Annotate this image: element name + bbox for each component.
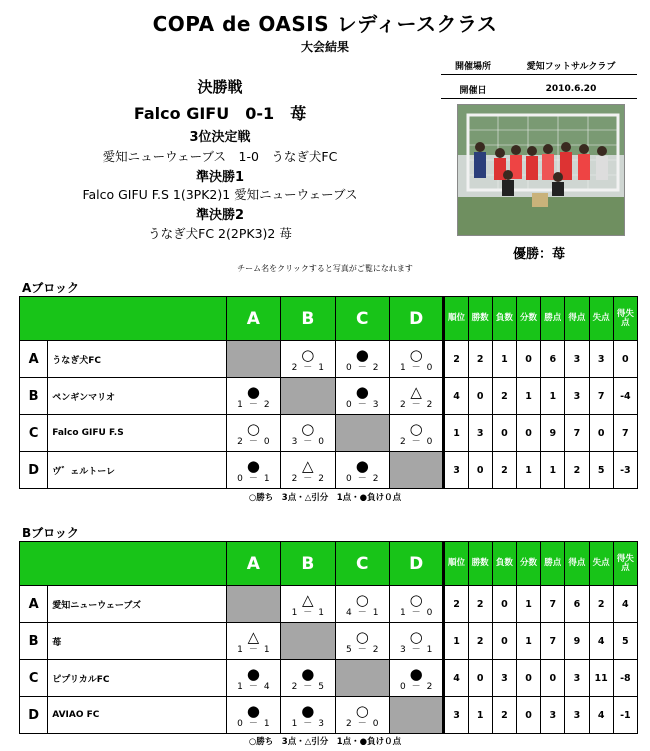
result-symbol: ○ <box>409 628 423 646</box>
result-symbol: ● <box>355 457 369 475</box>
stat-value: 4 <box>444 660 468 697</box>
venue-value: 愛知フットサルクラブ <box>526 61 616 72</box>
header-col-d: D <box>389 297 443 341</box>
stat-value: 2 <box>589 586 613 623</box>
match-result-cell <box>389 586 443 623</box>
stat-value: 2 <box>565 452 589 489</box>
stat-value: 2 <box>468 341 492 378</box>
stat-value: 3 <box>565 660 589 697</box>
stat-value: 7 <box>565 415 589 452</box>
block-b-league-table <box>19 541 638 734</box>
stat-value: 3 <box>468 415 492 452</box>
stat-value: 11 <box>589 660 613 697</box>
semifinal1-result: Falco GIFU F.S 1(3PK2)1 愛知ニューウェーブス <box>82 187 358 202</box>
result-symbol: △ <box>410 383 422 401</box>
header-stat: 負数 <box>492 542 516 586</box>
row-label: B <box>20 378 48 415</box>
match-score: 3－0 <box>291 437 331 447</box>
header-stat: 得失点 <box>613 542 637 586</box>
stat-value: 9 <box>565 623 589 660</box>
row-label: B <box>20 623 48 660</box>
header-stat: 分数 <box>516 297 540 341</box>
match-score: 5－2 <box>346 645 385 655</box>
match-result-cell <box>281 452 335 489</box>
match-score: 1－1 <box>237 645 276 655</box>
semifinal1-heading: 準決勝1 <box>195 170 245 185</box>
stat-value: 3 <box>565 697 589 734</box>
stat-value: 6 <box>541 341 565 378</box>
stat-value: 1 <box>516 623 540 660</box>
stat-value: 1 <box>516 452 540 489</box>
header-stat: 失点 <box>589 542 613 586</box>
row-label: A <box>20 341 48 378</box>
stat-value: 2 <box>468 623 492 660</box>
result-symbol: ○ <box>409 591 423 609</box>
result-symbol: ● <box>355 383 369 401</box>
semifinal2-heading: 準決勝2 <box>195 208 245 223</box>
stat-value: -3 <box>613 452 637 489</box>
stat-value: 2 <box>444 586 468 623</box>
venue-row <box>441 56 637 75</box>
result-symbol: ● <box>246 383 260 401</box>
stat-value: -1 <box>613 697 637 734</box>
match-result-cell <box>389 378 443 415</box>
third-place-heading: 3位決定戦 <box>189 130 251 145</box>
self-match-cell <box>281 623 335 660</box>
stat-value: 1 <box>444 623 468 660</box>
date-row <box>441 80 637 99</box>
header-row <box>20 542 638 586</box>
stat-value: 0 <box>492 586 516 623</box>
table-row <box>20 697 638 734</box>
match-score: 3－1 <box>399 645 439 655</box>
header-stat: 得点 <box>565 542 589 586</box>
match-result-cell <box>226 697 280 734</box>
semifinal2-result: うなぎ犬FC 2(2PK3)2 苺 <box>148 226 292 241</box>
match-result-cell <box>226 415 280 452</box>
stat-value: 7 <box>541 623 565 660</box>
match-result-cell <box>281 697 335 734</box>
header-stat: 得失点 <box>613 297 637 341</box>
match-result-cell <box>335 452 389 489</box>
self-match-cell <box>226 586 280 623</box>
result-symbol: ● <box>246 457 260 475</box>
table-row <box>20 586 638 623</box>
result-symbol: △ <box>302 457 314 475</box>
stat-value: 3 <box>492 660 516 697</box>
date-label: 開催日 <box>459 85 487 96</box>
match-score: 2－1 <box>291 363 331 373</box>
third-place-result: 愛知ニューウェーブス 1-0 うなぎ犬FC <box>102 149 338 164</box>
match-result-cell <box>389 415 443 452</box>
stat-value: 3 <box>444 697 468 734</box>
match-score: 0－2 <box>346 363 385 373</box>
self-match-cell <box>389 452 443 489</box>
stat-value: 0 <box>468 452 492 489</box>
result-symbol: ● <box>246 702 260 720</box>
stat-value: 5 <box>613 623 637 660</box>
header-stat: 失点 <box>589 297 613 341</box>
block-a-legend: ○勝ち 3点・△引分 1点・●負け０点 <box>248 493 402 503</box>
stat-value: 1 <box>444 415 468 452</box>
header-col-b: B <box>281 542 335 586</box>
block-b-title: Bブロック <box>22 526 79 540</box>
match-result-cell <box>281 415 335 452</box>
stat-value: 0 <box>468 660 492 697</box>
stat-value: 3 <box>589 341 613 378</box>
match-result-cell <box>281 586 335 623</box>
match-score: 2－2 <box>399 400 439 410</box>
winner-team-photo[interactable] <box>457 104 625 236</box>
date-value: 2010.6.20 <box>545 84 597 94</box>
stat-value: 4 <box>613 586 637 623</box>
match-score: 2－0 <box>346 719 385 729</box>
stat-value: 0 <box>516 697 540 734</box>
match-result-cell <box>226 378 280 415</box>
match-result-cell <box>226 452 280 489</box>
stat-value: 3 <box>565 341 589 378</box>
stat-value: 0 <box>492 415 516 452</box>
stat-value: 4 <box>589 623 613 660</box>
result-symbol: ○ <box>409 420 423 438</box>
team-name-link[interactable]: ピプリカルFC <box>48 660 226 697</box>
result-symbol: ○ <box>409 346 423 364</box>
result-symbol: ○ <box>355 702 369 720</box>
stat-value: 0 <box>492 623 516 660</box>
self-match-cell <box>335 660 389 697</box>
self-match-cell <box>335 415 389 452</box>
team-name-link[interactable]: うなぎ犬FC <box>48 341 226 378</box>
stat-value: 1 <box>516 586 540 623</box>
team-name-link[interactable]: ヴ゛ェルトーレ <box>48 452 226 489</box>
match-score: 1－0 <box>399 363 439 373</box>
stat-value: 0 <box>541 660 565 697</box>
header-stat: 勝数 <box>468 297 492 341</box>
block-a-league-table <box>19 296 638 489</box>
header-row <box>20 297 638 341</box>
result-symbol: ○ <box>301 346 315 364</box>
header-stat: 順位 <box>444 297 468 341</box>
stat-value: 0 <box>516 415 540 452</box>
row-label: C <box>20 660 48 697</box>
stat-value: 4 <box>589 697 613 734</box>
match-score: 2－2 <box>291 474 331 484</box>
match-score: 0－1 <box>237 719 276 729</box>
header-col-d: D <box>389 542 443 586</box>
result-symbol: ● <box>409 665 423 683</box>
header-stat: 勝点 <box>541 542 565 586</box>
page-subtitle: 大会結果 <box>300 40 349 54</box>
match-score: 2－0 <box>237 437 276 447</box>
table-row <box>20 415 638 452</box>
row-label: C <box>20 415 48 452</box>
self-match-cell <box>389 697 443 734</box>
header-corner <box>20 542 227 586</box>
match-result-cell <box>226 623 280 660</box>
final-result: Falco GIFU 0-1 苺 <box>133 104 307 123</box>
result-symbol: ○ <box>355 591 369 609</box>
stat-value: 2 <box>492 452 516 489</box>
row-label: A <box>20 586 48 623</box>
header-col-c: C <box>335 542 389 586</box>
header-col-b: B <box>281 297 335 341</box>
match-result-cell <box>389 660 443 697</box>
match-result-cell <box>389 341 443 378</box>
match-result-cell <box>226 660 280 697</box>
match-score: 0－1 <box>237 474 276 484</box>
stat-value: -4 <box>613 378 637 415</box>
header-stat: 分数 <box>516 542 540 586</box>
stat-value: 2 <box>492 697 516 734</box>
team-name-link[interactable]: AVIAO FC <box>48 697 226 734</box>
match-result-cell <box>335 341 389 378</box>
stat-value: 1 <box>541 452 565 489</box>
result-symbol: △ <box>302 591 314 609</box>
match-score: 2－5 <box>291 682 331 692</box>
match-score: 0－2 <box>399 682 439 692</box>
stat-value: 2 <box>492 378 516 415</box>
header-col-a: A <box>226 297 280 341</box>
stat-value: 9 <box>541 415 565 452</box>
match-score: 1－2 <box>237 400 276 410</box>
header-stat: 順位 <box>444 542 468 586</box>
stat-value: 0 <box>589 415 613 452</box>
team-name-link[interactable]: 苺 <box>48 623 226 660</box>
result-symbol: ● <box>355 346 369 364</box>
match-score: 0－3 <box>346 400 385 410</box>
result-symbol: ○ <box>301 420 315 438</box>
result-symbol: ○ <box>246 420 260 438</box>
table-row <box>20 452 638 489</box>
header-col-a: A <box>226 542 280 586</box>
result-symbol: ● <box>246 665 260 683</box>
match-score: 1－0 <box>399 608 439 618</box>
page-title: COPA de OASIS レディースクラス <box>152 12 498 36</box>
header-stat: 勝点 <box>541 297 565 341</box>
header-stat: 負数 <box>492 297 516 341</box>
result-symbol: △ <box>247 628 260 646</box>
final-heading: 決勝戦 <box>197 78 243 96</box>
stat-value: 1 <box>541 378 565 415</box>
self-match-cell <box>281 378 335 415</box>
match-score: 1－3 <box>291 719 331 729</box>
table-row <box>20 341 638 378</box>
header-col-c: C <box>335 297 389 341</box>
result-symbol: ● <box>301 665 315 683</box>
photo-hint-note: チーム名をクリックすると写真がご覧になれます <box>237 264 413 273</box>
stat-value: -8 <box>613 660 637 697</box>
stat-value: 2 <box>444 341 468 378</box>
stat-value: 0 <box>516 660 540 697</box>
stat-value: 1 <box>516 378 540 415</box>
stat-value: 0 <box>468 378 492 415</box>
winner-caption: 優勝：苺 <box>512 247 565 262</box>
row-label: D <box>20 452 48 489</box>
match-score: 1－4 <box>237 682 276 692</box>
row-label: D <box>20 697 48 734</box>
table-row <box>20 660 638 697</box>
match-result-cell <box>281 341 335 378</box>
match-score: 2－0 <box>399 437 439 447</box>
stat-value: 1 <box>492 341 516 378</box>
result-symbol: ○ <box>355 628 369 646</box>
match-result-cell <box>335 378 389 415</box>
header-stat: 勝数 <box>468 542 492 586</box>
header-corner <box>20 297 227 341</box>
match-result-cell <box>335 623 389 660</box>
team-name-link[interactable]: Falco GIFU F.S <box>48 415 226 452</box>
match-result-cell <box>335 586 389 623</box>
match-result-cell <box>335 697 389 734</box>
block-a-title: Aブロック <box>22 281 80 295</box>
team-name-link[interactable]: 愛知ニューウェーブズ <box>48 586 226 623</box>
match-result-cell <box>389 623 443 660</box>
result-symbol: ● <box>301 702 315 720</box>
stat-value: 3 <box>541 697 565 734</box>
match-score: 0－2 <box>346 474 385 484</box>
self-match-cell <box>226 341 280 378</box>
stat-value: 7 <box>589 378 613 415</box>
stat-value: 7 <box>613 415 637 452</box>
table-row <box>20 378 638 415</box>
stat-value: 0 <box>613 341 637 378</box>
stat-value: 3 <box>444 452 468 489</box>
header-stat: 得点 <box>565 297 589 341</box>
stat-value: 1 <box>468 697 492 734</box>
block-b-legend: ○勝ち 3点・△引分 1点・●負け０点 <box>248 737 402 747</box>
stat-value: 4 <box>444 378 468 415</box>
stat-value: 7 <box>541 586 565 623</box>
match-result-cell <box>281 660 335 697</box>
stat-value: 5 <box>589 452 613 489</box>
match-score: 4－1 <box>346 608 385 618</box>
match-score: 1－1 <box>291 608 331 618</box>
stat-value: 2 <box>468 586 492 623</box>
venue-label: 開催場所 <box>454 61 491 72</box>
stat-value: 0 <box>516 341 540 378</box>
team-name-link[interactable]: ペンギンマリオ <box>48 378 226 415</box>
stat-value: 3 <box>565 378 589 415</box>
stat-value: 6 <box>565 586 589 623</box>
table-row <box>20 623 638 660</box>
